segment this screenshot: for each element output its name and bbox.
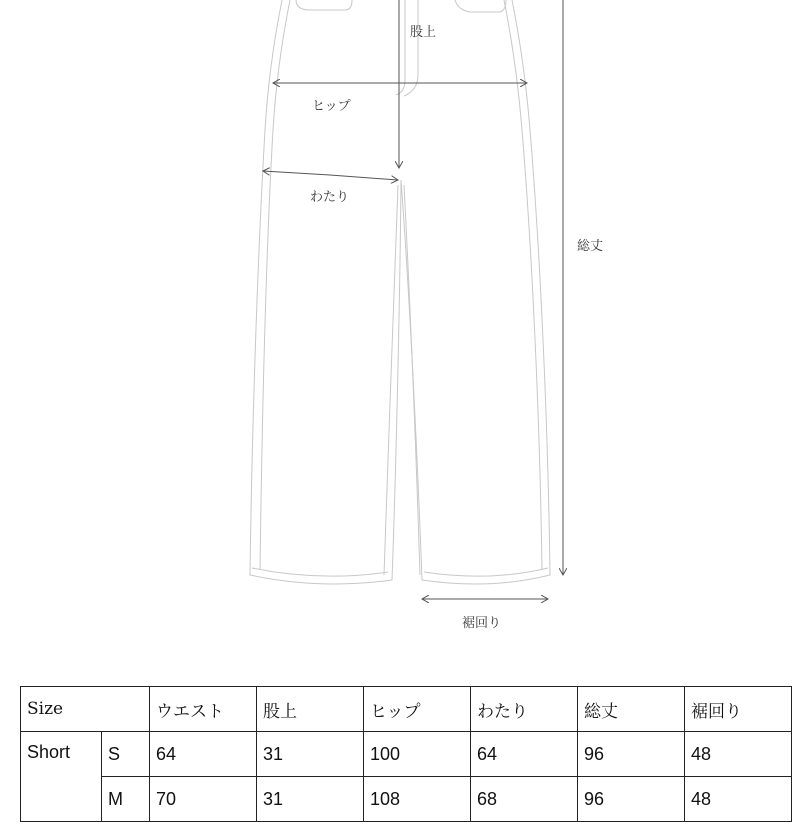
label-hem: 裾回り bbox=[462, 616, 502, 631]
header-thigh: わたり bbox=[471, 687, 578, 732]
cell-thigh: 68 bbox=[471, 777, 578, 822]
table-row bbox=[21, 777, 792, 822]
table-row bbox=[21, 732, 792, 777]
label-hip: ヒップ bbox=[312, 99, 351, 114]
cell-rise: 31 bbox=[257, 777, 364, 822]
header-rise: 股上 bbox=[257, 687, 364, 732]
cell-hip: 108 bbox=[364, 777, 471, 822]
header-hip: ヒップ bbox=[364, 687, 471, 732]
cell-waist: 64 bbox=[150, 732, 257, 777]
cell-length: 96 bbox=[578, 732, 685, 777]
cell-rise: 31 bbox=[257, 732, 364, 777]
label-total-length: 総丈 bbox=[577, 239, 604, 254]
size-table bbox=[20, 686, 792, 822]
header-size: Size bbox=[21, 687, 150, 732]
group-label: Short bbox=[21, 732, 102, 822]
cell-length: 96 bbox=[578, 777, 685, 822]
label-rise: 股上 bbox=[410, 25, 437, 40]
header-hem: 裾回り bbox=[685, 687, 792, 732]
cell-hip: 100 bbox=[364, 732, 471, 777]
header-length: 総丈 bbox=[578, 687, 685, 732]
table-header-row bbox=[21, 687, 792, 732]
header-waist: ウエスト bbox=[150, 687, 257, 732]
cell-size: S bbox=[102, 732, 150, 777]
cell-hem: 48 bbox=[685, 732, 792, 777]
cell-size: M bbox=[102, 777, 150, 822]
cell-waist: 70 bbox=[150, 777, 257, 822]
cell-hem: 48 bbox=[685, 777, 792, 822]
cell-thigh: 64 bbox=[471, 732, 578, 777]
label-thigh: わたり bbox=[310, 190, 350, 205]
